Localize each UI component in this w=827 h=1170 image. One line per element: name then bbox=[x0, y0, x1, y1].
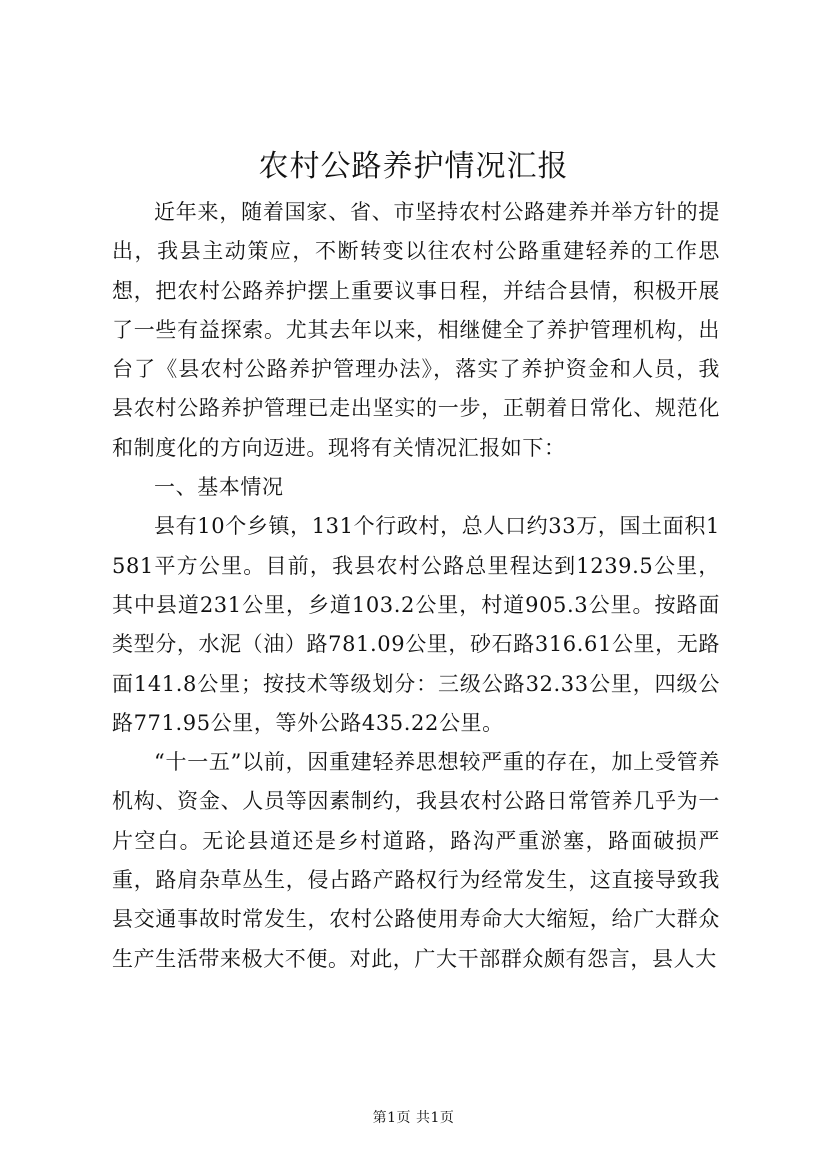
document-title: 农村公路养护情况汇报 bbox=[258, 149, 569, 184]
page-footer: 第1页 共1页 bbox=[372, 1110, 455, 1126]
document-body bbox=[112, 193, 720, 979]
section-heading-basic: 一、基本情况 bbox=[154, 475, 284, 500]
history-paragraph: “十一五”以前，因重建轻养思想较严重的存在，加上受管养机构、资金、人员等因素制约，我县农村公路日常管养几乎为一片空白。无论县道还是乡村道路，路沟严重淤塞，路面破损严重，路肩杂草丛生，侵占路产路权行为经常发生，这直接导致我县交通事故时常发生，农村公路使用寿命大大缩短，给广大群众生产生活带来极大不便。对此，广大干部群众颇有怨言，县人大 bbox=[112, 750, 720, 971]
basic-info-paragraph: 县有10个乡镇，131个行政村，总人口约33万，国土面积1581平方公里。目前，我县农村公路总里程达到1239.5公里，其中县道231公里，乡道103.2公里，村道905.3公里。按路面类型分，水泥（油）路781.09公里，砂石路316.61公里，无路面141.8公里；按技术等级划分：三级公路32.33公里，四级公路771.95公里，等外公路435.22公里。 bbox=[112, 514, 720, 735]
intro-paragraph: 近年来，随着国家、省、市坚持农村公路建养并举方针的提出，我县主动策应，不断转变以往农村公路重建轻养的工作思想，把农村公路养护摆上重要议事日程，并结合县情，积极开展了一些有益探索。尤其去年以来，相继健全了养护管理机构，出台了《县农村公路养护管理办法》，落实了养护资金和人员，我县农村公路养护管理已走出坚实的一步，正朝着日常化、规范化和制度化的方向迈进。现将有关情况汇报如下： bbox=[112, 200, 720, 460]
